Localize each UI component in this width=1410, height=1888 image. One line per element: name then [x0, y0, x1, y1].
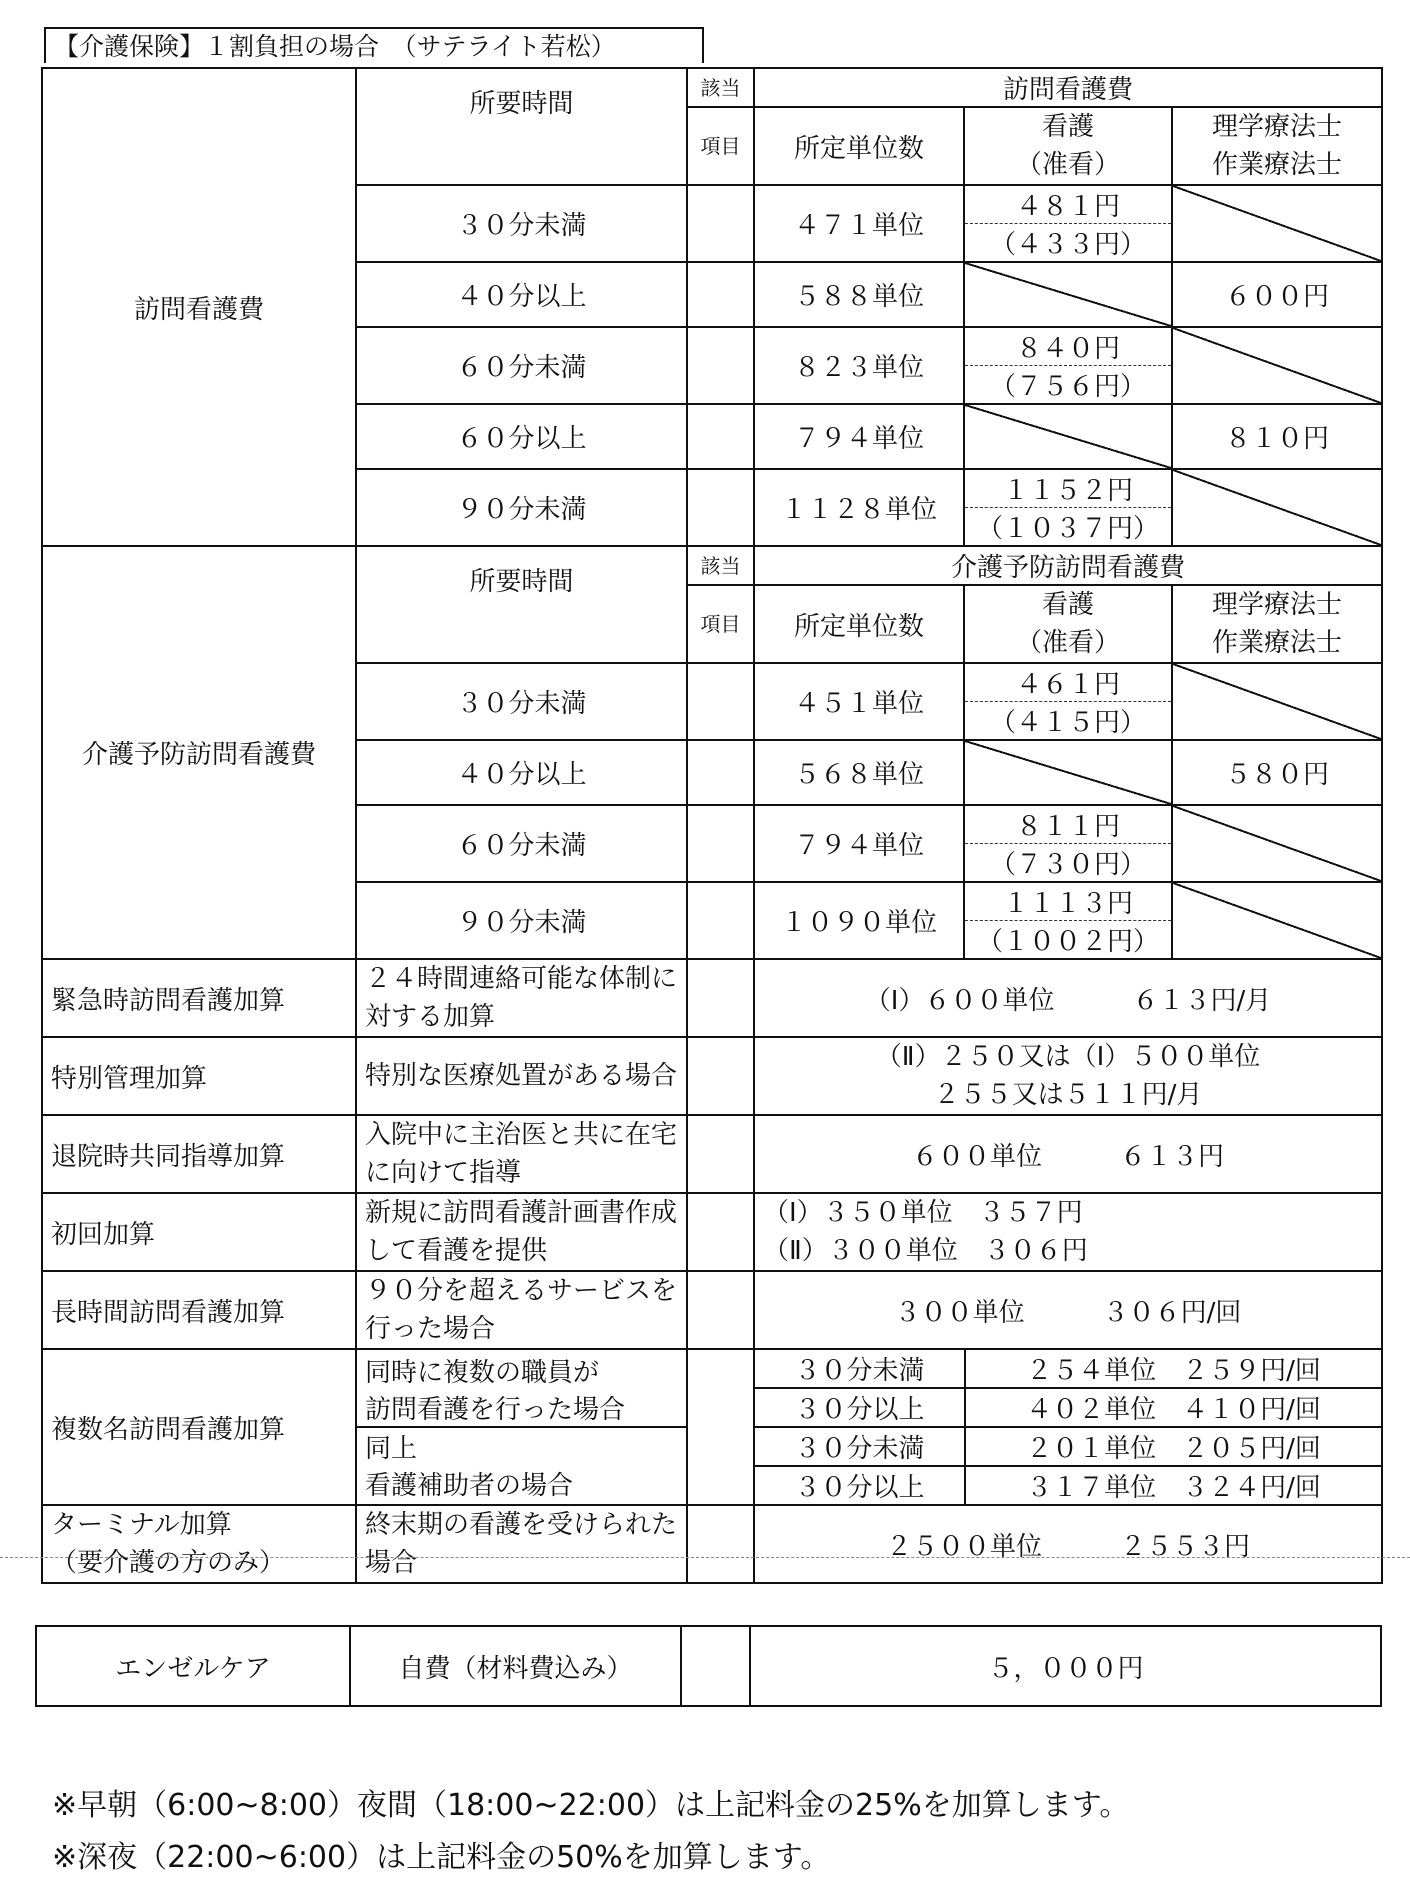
addition-desc: 入院中に主治医と共に在宅に向けて指導: [356, 1115, 687, 1193]
time-cell: ３０分未満: [356, 185, 687, 262]
nurse-price: １１５２円 （１０３７円）: [964, 469, 1172, 546]
therapist-price: ６００円: [1172, 262, 1382, 327]
therapist-price: ８１０円: [1172, 404, 1382, 469]
addition-desc: ９０分を超えるサービスを行った場合: [356, 1271, 687, 1349]
applicable-cell: [687, 805, 754, 882]
time-cell: ６０分未満: [356, 805, 687, 882]
addition-desc: 新規に訪問看護計画書作成して看護を提供: [356, 1193, 687, 1271]
applicable-cell: [687, 1037, 754, 1115]
therapist-price: ５８０円: [1172, 740, 1382, 805]
applicable-cell: [687, 1349, 754, 1505]
applicable-cell: [681, 1626, 750, 1706]
units-cell: １１２８単位: [754, 469, 964, 546]
nurse-header: 看護 （准看）: [964, 585, 1172, 663]
addition-row-emergency: [42, 959, 1382, 1037]
applicable-header: 該当: [687, 546, 754, 585]
addition-value: ３０分未満 ２５４単位 ２５９円/回 ３０分以上 ４０２単位 ４１０円/回 ３０分未満 ２０１単位 ２０５円/回 ３０分以上 ３１７単位 ３２４円/回: [754, 1349, 1382, 1505]
section1-name: 訪問看護費: [42, 68, 356, 546]
addition-name: ターミナル加算 （要介護の方のみ）: [42, 1505, 356, 1583]
addition-desc: 特別な医療処置がある場合: [356, 1037, 687, 1115]
addition-row-long: [42, 1271, 1382, 1349]
section1-group-header: 訪問看護費: [754, 68, 1382, 107]
units-cell: ４５１単位: [754, 663, 964, 740]
time-cell: ９０分未満: [356, 469, 687, 546]
time-cell: ４０分以上: [356, 262, 687, 327]
nurse-price-na: [964, 740, 1172, 805]
addition-name: 長時間訪問看護加算: [42, 1271, 356, 1349]
time-cell: ６０分未満: [356, 327, 687, 404]
applicable-cell: [687, 404, 754, 469]
document-title: 【介護保険】１割負担の場合 （サテライト若松）: [44, 27, 704, 63]
applicable-cell: [687, 262, 754, 327]
applicable-cell: [687, 1115, 754, 1193]
fee-table: [41, 67, 1383, 1584]
units-cell: ８２３単位: [754, 327, 964, 404]
applicable-cell: [687, 1271, 754, 1349]
addition-name: 緊急時訪問看護加算: [42, 959, 356, 1037]
applicable-header-2: 項目: [687, 585, 754, 663]
nurse-price: ４６１円 （４１５円）: [964, 663, 1172, 740]
time-header: 所要時間: [356, 68, 687, 185]
applicable-cell: [687, 185, 754, 262]
nurse-price-na: [964, 262, 1172, 327]
addition-name: 退院時共同指導加算: [42, 1115, 356, 1193]
section2-group-header: 介護予防訪問看護費: [754, 546, 1382, 585]
section1-header-row: [42, 68, 1382, 107]
therapist-price-na: [1172, 327, 1382, 404]
time-cell: ９０分未満: [356, 882, 687, 959]
applicable-cell: [687, 740, 754, 805]
note-early-night: ※早朝（6:00~8:00）夜間（18:00~22:00）は上記料金の25%を加算します。: [52, 1788, 1130, 1823]
therapist-header: 理学療法士 作業療法士: [1172, 107, 1382, 185]
units-cell: ４７１単位: [754, 185, 964, 262]
therapist-header: 理学療法士 作業療法士: [1172, 585, 1382, 663]
addition-name: 複数名訪問看護加算: [42, 1349, 356, 1505]
therapist-price-na: [1172, 663, 1382, 740]
addition-desc: ２４時間連絡可能な体制に対する加算: [356, 959, 687, 1037]
addition-value: ２５００単位 ２５５３円: [754, 1505, 1382, 1583]
units-cell: ７９４単位: [754, 805, 964, 882]
applicable-cell: [687, 959, 754, 1037]
units-header: 所定単位数: [754, 585, 964, 663]
units-cell: １０９０単位: [754, 882, 964, 959]
time-cell: ４０分以上: [356, 740, 687, 805]
nurse-price: ４８１円 （４３３円）: [964, 185, 1172, 262]
addition-name: 特別管理加算: [42, 1037, 356, 1115]
divider-line: [0, 1557, 1410, 1558]
addition-desc: 終末期の看護を受けられた場合: [356, 1505, 687, 1583]
section2-name: 介護予防訪問看護費: [42, 546, 356, 959]
angel-care-price: ５，０００円: [750, 1626, 1381, 1706]
angel-care-table: [35, 1625, 1382, 1707]
applicable-cell: [687, 1505, 754, 1583]
section2-header-row: [42, 546, 1382, 585]
time-cell: ３０分未満: [356, 663, 687, 740]
applicable-header: 該当: [687, 68, 754, 107]
applicable-cell: [687, 327, 754, 404]
units-header: 所定単位数: [754, 107, 964, 185]
time-cell: ６０分以上: [356, 404, 687, 469]
addition-row-multiple: [42, 1349, 1382, 1505]
therapist-price-na: [1172, 805, 1382, 882]
addition-name: 初回加算: [42, 1193, 356, 1271]
angel-care-name: エンゼルケア: [36, 1626, 350, 1706]
angel-care-row: [36, 1626, 1381, 1706]
therapist-price-na: [1172, 882, 1382, 959]
units-cell: ５６８単位: [754, 740, 964, 805]
addition-row-initial: [42, 1193, 1382, 1271]
time-header: 所要時間: [356, 546, 687, 663]
addition-value: ３００単位 ３０６円/回: [754, 1271, 1382, 1349]
nurse-header: 看護 （准看）: [964, 107, 1172, 185]
nurse-price-na: [964, 404, 1172, 469]
nurse-price: ８１１円 （７３０円）: [964, 805, 1172, 882]
addition-row-discharge: [42, 1115, 1382, 1193]
nurse-price: １１１３円 （１００２円）: [964, 882, 1172, 959]
addition-row-terminal: [42, 1505, 1382, 1583]
addition-value: （Ⅰ）６００単位 ６１３円/月: [754, 959, 1382, 1037]
therapist-price-na: [1172, 469, 1382, 546]
angel-care-desc: 自費（材料費込み）: [350, 1626, 681, 1706]
addition-desc: 同時に複数の職員が 訪問看護を行った場合 同上 看護補助者の場合: [356, 1349, 687, 1505]
units-cell: ５８８単位: [754, 262, 964, 327]
applicable-cell: [687, 663, 754, 740]
units-cell: ７９４単位: [754, 404, 964, 469]
therapist-price-na: [1172, 185, 1382, 262]
note-late-night: ※深夜（22:00~6:00）は上記料金の50%を加算します。: [52, 1840, 831, 1875]
applicable-cell: [687, 1193, 754, 1271]
addition-value: ６００単位 ６１３円: [754, 1115, 1382, 1193]
applicable-cell: [687, 882, 754, 959]
applicable-header-2: 項目: [687, 107, 754, 185]
applicable-cell: [687, 469, 754, 546]
addition-row-special: [42, 1037, 1382, 1115]
nurse-price: ８４０円 （７５６円）: [964, 327, 1172, 404]
addition-value: （Ⅰ）３５０単位 ３５７円 （Ⅱ）３００単位 ３０６円: [754, 1193, 1382, 1271]
addition-value: （Ⅱ）２５０又は（Ⅰ）５００単位 ２５５又は５１１円/月: [754, 1037, 1382, 1115]
